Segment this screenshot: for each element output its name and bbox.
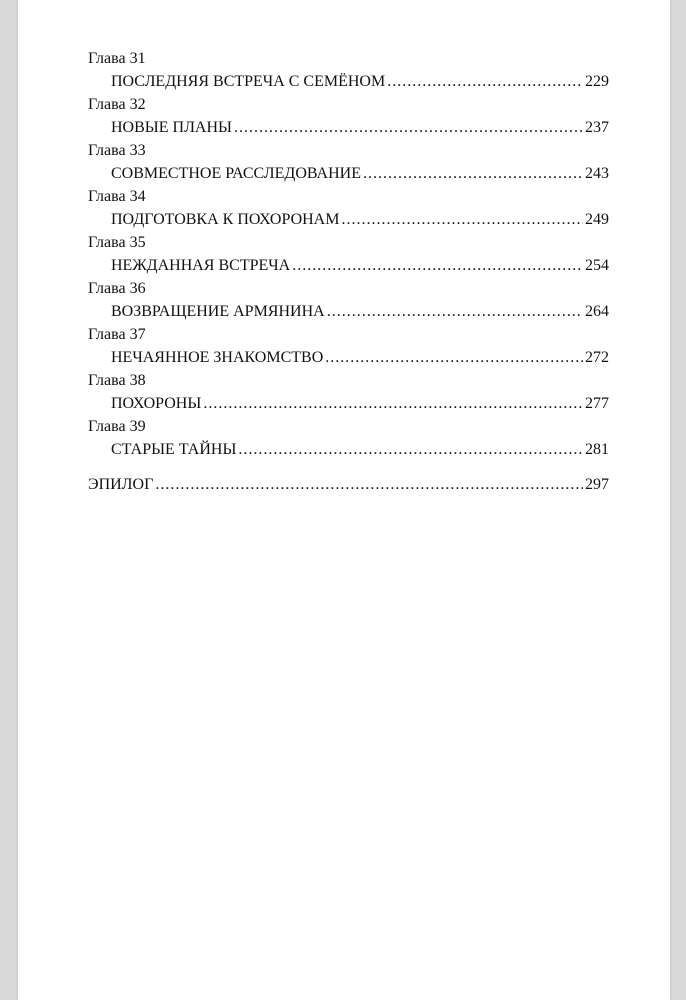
toc-entry[interactable] xyxy=(88,254,609,277)
toc-chapter-38 xyxy=(88,369,609,415)
document-page xyxy=(18,0,670,1000)
page-number: 249 xyxy=(585,211,609,228)
toc-entry[interactable] xyxy=(88,116,609,139)
chapter-title: СТАРЫЕ ТАЙНЫ xyxy=(111,441,237,458)
toc-entry[interactable] xyxy=(88,162,609,185)
dot-leader xyxy=(238,438,583,461)
dot-leader xyxy=(341,208,583,231)
chapter-label: Глава 37 xyxy=(88,326,146,343)
page-number: 243 xyxy=(585,165,609,182)
toc-chapter-36 xyxy=(88,277,609,323)
chapter-title: НЕЖДАННАЯ ВСТРЕЧА xyxy=(111,257,291,274)
dot-leader xyxy=(203,392,583,415)
page-number: 297 xyxy=(585,476,609,493)
dot-leader xyxy=(387,70,583,93)
dot-leader xyxy=(327,300,583,323)
toc-chapter-32 xyxy=(88,93,609,139)
toc-chapter-31 xyxy=(88,47,609,93)
epilog-title: ЭПИЛОГ xyxy=(88,476,154,493)
page-number: 254 xyxy=(585,257,609,274)
chapter-label: Глава 33 xyxy=(88,142,146,159)
page-number: 229 xyxy=(585,73,609,90)
dot-leader xyxy=(325,346,583,369)
chapter-label: Глава 36 xyxy=(88,280,146,297)
chapter-title: НОВЫЕ ПЛАНЫ xyxy=(111,119,232,136)
chapter-label: Глава 38 xyxy=(88,372,146,389)
toc-entry[interactable] xyxy=(88,70,609,93)
toc-entry[interactable] xyxy=(88,392,609,415)
chapter-label: Глава 35 xyxy=(88,234,146,251)
page-number: 264 xyxy=(585,303,609,320)
dot-leader xyxy=(155,473,583,496)
dot-leader xyxy=(363,162,583,185)
chapter-label: Глава 31 xyxy=(88,50,146,67)
toc-chapter-39 xyxy=(88,415,609,461)
toc-chapter-33 xyxy=(88,139,609,185)
chapter-title: ПОХОРОНЫ xyxy=(111,395,202,412)
toc-chapter-35 xyxy=(88,231,609,277)
page-number: 277 xyxy=(585,395,609,412)
toc-entry[interactable] xyxy=(88,438,609,461)
chapter-title: СОВМЕСТНОЕ РАССЛЕДОВАНИЕ xyxy=(111,165,361,182)
chapter-title: ВОЗВРАЩЕНИЕ АРМЯНИНА xyxy=(111,303,325,320)
toc-entry[interactable] xyxy=(88,346,609,369)
page-number: 281 xyxy=(585,441,609,458)
chapter-label: Глава 39 xyxy=(88,418,146,435)
spacer xyxy=(88,461,609,473)
table-of-contents xyxy=(88,47,609,496)
chapter-title: ПОСЛЕДНЯЯ ВСТРЕЧА С СЕМЁНОМ xyxy=(111,73,386,90)
toc-entry[interactable] xyxy=(88,300,609,323)
chapter-title: ПОДГОТОВКА К ПОХОРОНАМ xyxy=(111,211,340,228)
dot-leader xyxy=(292,254,583,277)
page-number: 272 xyxy=(585,349,609,366)
chapter-label: Глава 32 xyxy=(88,96,146,113)
toc-entry[interactable] xyxy=(88,208,609,231)
chapter-title: НЕЧАЯННОЕ ЗНАКОМСТВО xyxy=(111,349,324,366)
toc-chapter-34 xyxy=(88,185,609,231)
toc-chapter-37 xyxy=(88,323,609,369)
toc-entry-epilog[interactable] xyxy=(88,473,609,496)
dot-leader xyxy=(234,116,583,139)
page-number: 237 xyxy=(585,119,609,136)
chapter-label: Глава 34 xyxy=(88,188,146,205)
